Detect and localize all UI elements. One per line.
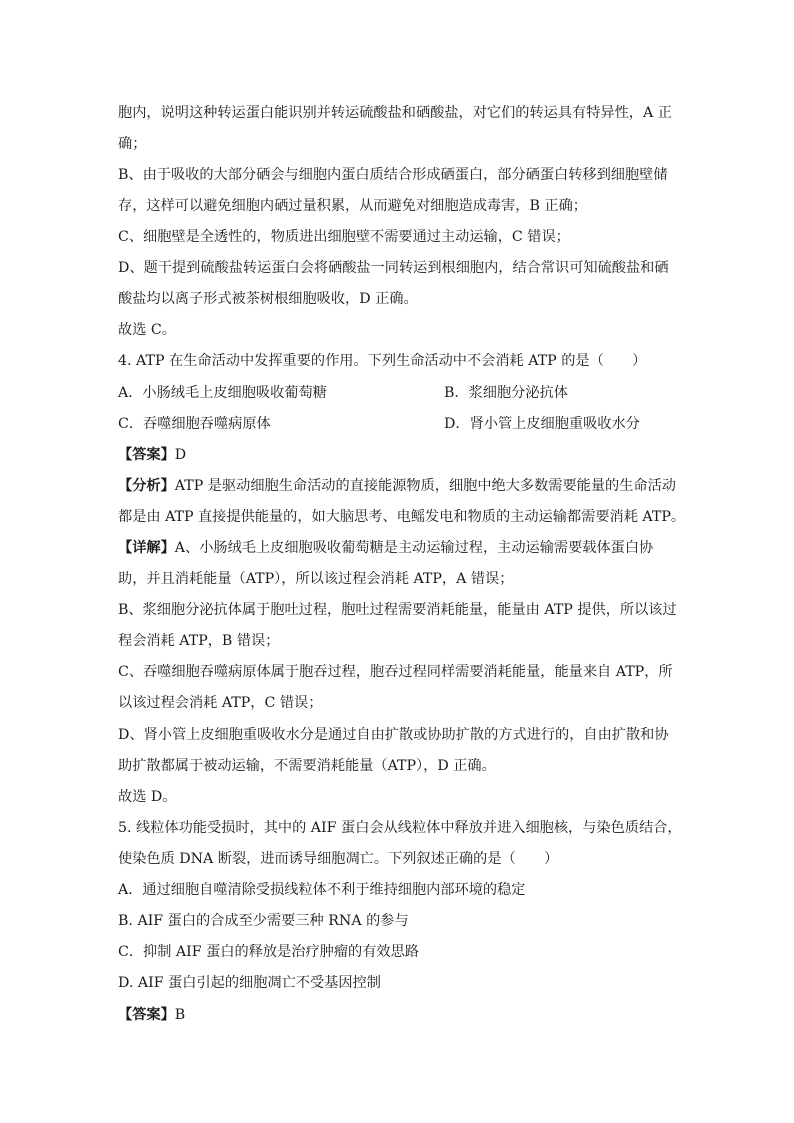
q4-analysis-line-2: 都是由 ATP 直接提供能量的，如大脑思考、电鳐发电和物质的主动运输都需要消耗 ATP。 xyxy=(118,509,686,525)
q5-option-c: C．抑制 AIF 蛋白的释放是治疗肿瘤的有效思路 xyxy=(118,944,419,960)
q5-stem-line-1: 5. 线粒体功能受损时，其中的 AIF 蛋白会从线粒体中释放并进入细胞核，与染色质结合， xyxy=(118,820,682,836)
q3-option-b-explanation-2: 存，这样可以避免细胞内硒过量积累，从而避免对细胞造成毒害，B 正确； xyxy=(118,198,587,214)
q4-detail-a-line-1 xyxy=(118,538,653,558)
q3-text-line-1: 胞内，说明这种转运蛋白能识别并转运硫酸盐和硒酸盐，对它们的转运具有特异性，A 正 xyxy=(118,105,672,121)
q4-answer-line xyxy=(118,445,186,465)
q4-detail-a-line-2: 助，并且消耗能量（ATP），所以该过程会消耗 ATP，A 错误； xyxy=(118,571,514,587)
q4-detail-d-line-2: 助扩散都属于被动运输，不需要消耗能量（ATP），D 正确。 xyxy=(118,758,496,774)
q5-option-b: B. AIF 蛋白的合成至少需要三种 RNA 的参与 xyxy=(118,913,409,929)
q4-detail-c-line-1: C、吞噬细胞吞噬病原体属于胞吞过程，胞吞过程同样需要消耗能量，能量来自 ATP，所 xyxy=(118,664,673,680)
q5-option-a: A．通过细胞自噬清除受损线粒体不利于维持细胞内部环境的稳定 xyxy=(118,882,526,898)
q3-option-b-explanation-1: B、由于吸收的大部分硒会与细胞内蛋白质结合形成硒蛋白，部分硒蛋白转移到细胞壁储 xyxy=(118,167,668,183)
q4-analysis-text-1: ATP 是驱动细胞生命活动的直接能源物质，细胞中绝大多数需要能量的生命活动 xyxy=(174,478,676,494)
q5-answer-line xyxy=(118,1005,185,1025)
q4-option-a: A．小肠绒毛上皮细胞吸收葡萄糖 xyxy=(118,385,327,401)
detail-tag: 【详解】 xyxy=(118,540,175,556)
answer-tag: 【答案】 xyxy=(118,1007,175,1023)
q3-option-d-explanation-2: 酸盐均以离子形式被茶树根细胞吸收，D 正确。 xyxy=(118,291,418,307)
q4-analysis-line-1 xyxy=(118,476,676,496)
q3-conclusion: 故选 C。 xyxy=(118,322,176,338)
q4-detail-d-line-1: D、肾小管上皮细胞重吸收水分是通过自由扩散或协助扩散的方式进行的，自由扩散和协 xyxy=(118,727,669,743)
q4-option-d: D．肾小管上皮细胞重吸收水分 xyxy=(444,416,640,432)
q4-answer-value: D xyxy=(174,447,187,463)
q3-option-d-explanation-1: D、题干提到硫酸盐转运蛋白会将硒酸盐一同转运到根细胞内，结合常识可知硫酸盐和硒 xyxy=(118,260,669,276)
q3-text-line-2: 确； xyxy=(118,136,147,152)
q5-answer-value: B xyxy=(174,1007,186,1023)
q4-detail-c-line-2: 以该过程会消耗 ATP，C 错误； xyxy=(118,695,323,711)
q4-option-c: C．吞噬细胞吞噬病原体 xyxy=(118,416,271,432)
q5-stem-line-2: 使染色质 DNA 断裂，进而诱导细胞凋亡。下列叙述正确的是（ ） xyxy=(118,851,559,867)
q4-detail-b-line-2: 程会消耗 ATP，B 错误； xyxy=(118,633,280,649)
q4-detail-a-text-1: A、小肠绒毛上皮细胞吸收葡萄糖是主动运输过程，主动运输需要载体蛋白协 xyxy=(174,540,654,556)
analysis-tag: 【分析】 xyxy=(118,478,175,494)
q4-stem: 4. ATP 在生命活动中发挥重要的作用。下列生命活动中不会消耗 ATP 的是（ ） xyxy=(118,353,647,369)
q4-conclusion: 故选 D。 xyxy=(118,789,177,805)
q3-option-c-explanation: C、细胞壁是全透性的，物质进出细胞壁不需要通过主动运输，C 错误； xyxy=(118,229,570,245)
q5-option-d: D. AIF 蛋白引起的细胞凋亡不受基因控制 xyxy=(118,975,381,991)
answer-tag: 【答案】 xyxy=(118,447,175,463)
q4-detail-b-line-1: B、浆细胞分泌抗体属于胞吐过程，胞吐过程需要消耗能量，能量由 ATP 提供，所以该过 xyxy=(118,602,677,618)
q4-option-b: B．浆细胞分泌抗体 xyxy=(444,385,568,401)
